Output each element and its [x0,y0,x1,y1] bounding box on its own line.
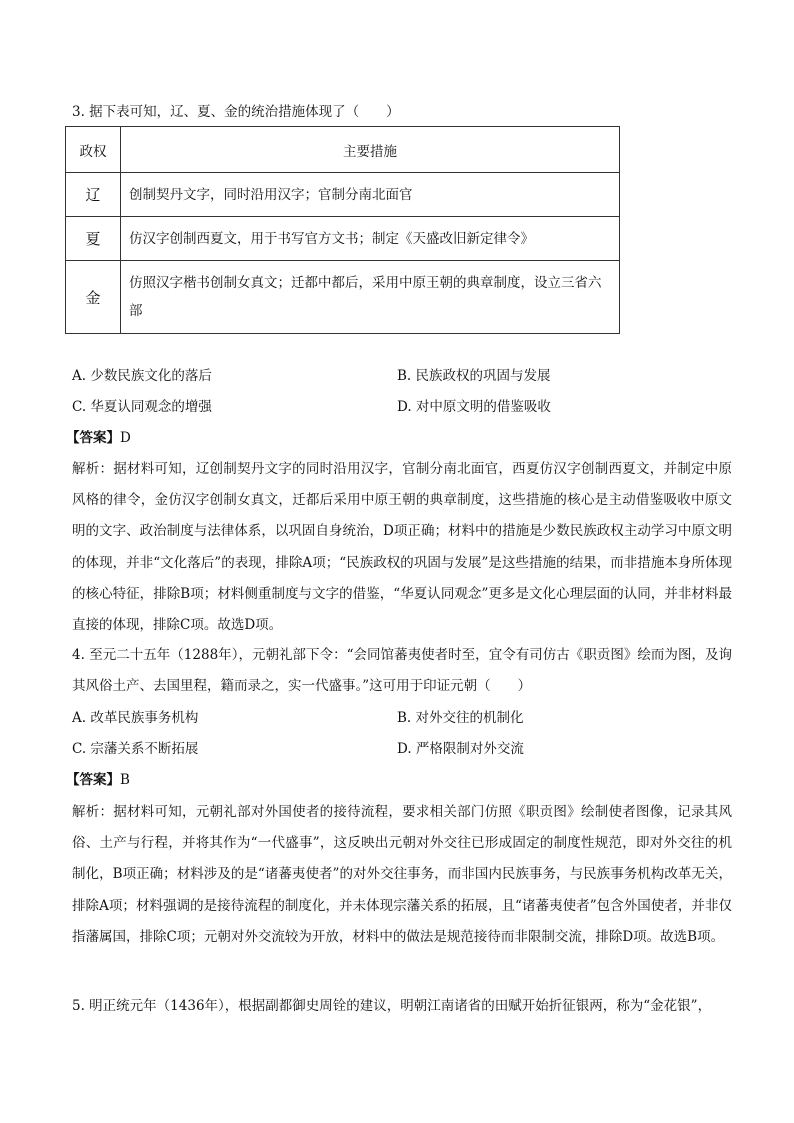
table-cell-measure: 仿汉字创制西夏文，用于书写官方文书；制定《天盛改旧新定律令》 [121,217,620,261]
question-5-stem: 5. 明正统元年（1436年），根据副都御史周铨的建议，明朝江南诸省的田赋开始折征银两，称为“金花银”， [72,998,712,1014]
answer-value: B [120,772,130,788]
q4-answer [66,770,130,790]
table-cell-regime: 辽 [66,173,121,217]
table-header-regime: 政权 [66,127,121,173]
table-cell-regime: 夏 [66,217,121,261]
answer-value: D [120,430,131,446]
table-cell-measure: 仿照汉字楷书创制女真文；迁都中都后，采用中原王朝的典章制度，设立三省六部 [121,261,620,334]
q4-option-c: C. 宗藩关系不断拓展 [72,741,199,757]
table-row [66,217,620,261]
q3-analysis: 解析：据材料可知，辽创制契丹文字的同时沿用汉字，官制分南北面官，西夏仿汉字创制西夏文，并制定中原风格的律令，金仿汉字创制女真文，迁都后采用中原王朝的典章制度，这些措施的核心是主动借鉴吸收中原文明的文字、政治制度与法律体系，以巩固自身统治，D项正确；材料中的措施是少数民族政权主动学习中原文明的体现，并非“文化落后”的表现，排除A项；“民族政权的巩固与发展”是这些措施的结果，而非措施本身所体现的核心特征，排除B项；材料侧重制度与文字的借鉴，“华夏认同观念”更多是文化心理层面的认同，并非材料最直接的体现，排除C项。故选D项。 [72,461,732,634]
table-cell-measure: 创制契丹文字，同时沿用汉字；官制分南北面官 [121,173,620,217]
q4-analysis: 解析：据材料可知，元朝礼部对外国使者的接待流程，要求相关部门仿照《职贡图》绘制使者图像，记录其风俗、土产与行程，并将其作为“一代盛事”，这反映出元朝对外交往已形成固定的制度性规范，即对外交往的机制化，B项正确；材料涉及的是“诸蕃夷使者”的对外交往事务，而非国内民族事务，与民族事务机构改革无关，排除A项；材料强调的是接待流程的制度化，并未体现宗藩关系的拓展，且“诸蕃夷使者”包含外国使者，并非仅指藩属国，排除C项；元朝对外交流较为开放，材料中的做法是规范接待而非限制交流，排除D项。故选B项。 [72,804,732,945]
answer-label: 【答案】 [66,430,120,446]
table-header-row [66,127,620,173]
q3-option-b: B. 民族政权的巩固与发展 [397,368,551,384]
q4-option-a: A. 改革民族事务机构 [72,710,199,726]
q4-option-b: B. 对外交往的机制化 [397,710,524,726]
measures-table [65,126,620,334]
q4-option-d: D. 严格限制对外交流 [397,741,524,757]
q3-option-c: C. 华夏认同观念的增强 [72,399,212,415]
table-row [66,261,620,334]
answer-label: 【答案】 [66,772,120,788]
q3-option-a: A. 少数民族文化的落后 [72,368,212,384]
table-row [66,173,620,217]
table-cell-regime: 金 [66,261,121,334]
q3-option-d: D. 对中原文明的借鉴吸收 [397,399,551,415]
question-3-stem: 3. 据下表可知，辽、夏、金的统治措施体现了（ ） [72,104,400,120]
q3-answer [66,428,131,448]
question-4-stem: 4. 至元二十五年（1288年），元朝礼部下令：“会同馆蕃夷使者时至，宜令有司仿古《职贡图》绘而为图，及询其风俗土产、去国里程，籍而录之，实一代盛事。”这可用于印证元朝（ ） [72,647,732,695]
table-header-measures: 主要措施 [121,127,620,173]
